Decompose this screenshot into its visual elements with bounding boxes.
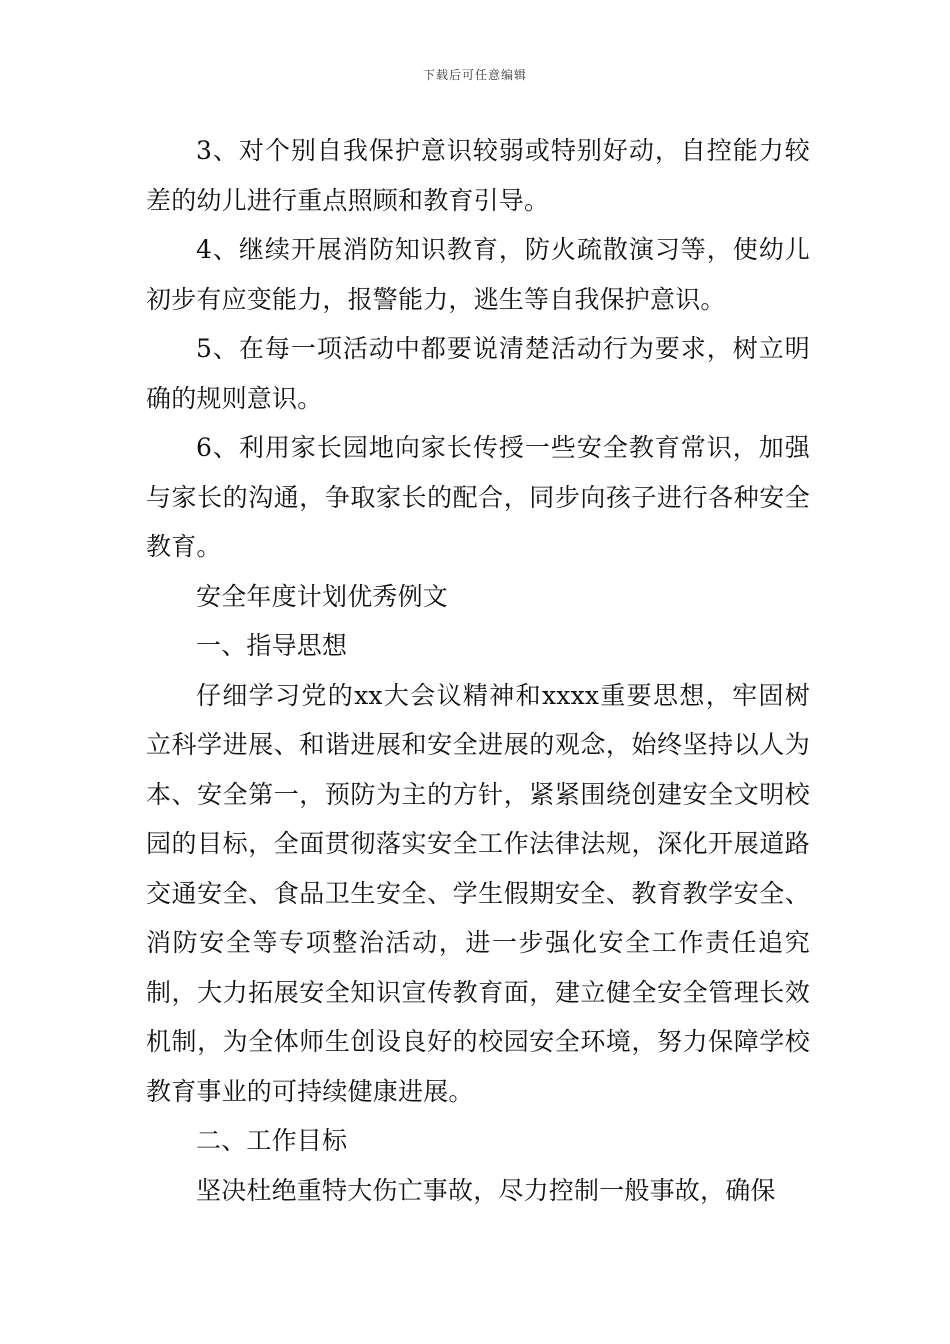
- heading-guiding-thought: 一、指导思想: [196, 631, 348, 660]
- paragraph-item-3: 3、对个别自我保护意识较弱或特别好动，自控能力较差的幼儿进行重点照顾和教育引导。: [146, 136, 810, 215]
- paragraph-item-5: 5、在每一项活动中都要说清楚活动行为要求，树立明确的规则意识。: [146, 334, 810, 413]
- paragraph-item-6: 6、利用家长园地向家长传授一些安全教育常识，加强与家长的沟通，争取家长的配合，同步向孩子进行各种安全教育。: [146, 433, 810, 561]
- section-title: 安全年度计划优秀例文: [196, 581, 449, 611]
- paragraph-item-4: 4、继续开展消防知识教育，防火疏散演习等，使幼儿初步有应变能力，报警能力，逃生等自我保护意识。: [146, 235, 810, 314]
- paragraph-guiding-thought: 仔细学习党的xx大会议精神和xxxx重要思想，牢固树立科学进展、和谐进展和安全进展的观念，始终坚持以人为本、安全第一，预防为主的方针，紧紧围绕创建安全文明校园的目标，全面贯彻落实安全工作法律法规，深化开展道路交通安全、食品卫生安全、学生假期安全、教育教学安全、消防安全等专项整治活动，进一步强化安全工作责任追究制，大力拓展安全知识宣传教育面，建立健全安全管理长效机制，为全体师生创设良好的校园安全环境，努力保障学校教育事业的可持续健康进展。: [146, 680, 810, 1106]
- heading-work-goals: 二、工作目标: [196, 1126, 348, 1155]
- document-body: [146, 126, 810, 1215]
- paragraph-work-goals: 坚决杜绝重特大伤亡事故，尽力控制一般事故，确保: [196, 1175, 776, 1205]
- header-note: 下载后可任意编辑: [422, 68, 527, 82]
